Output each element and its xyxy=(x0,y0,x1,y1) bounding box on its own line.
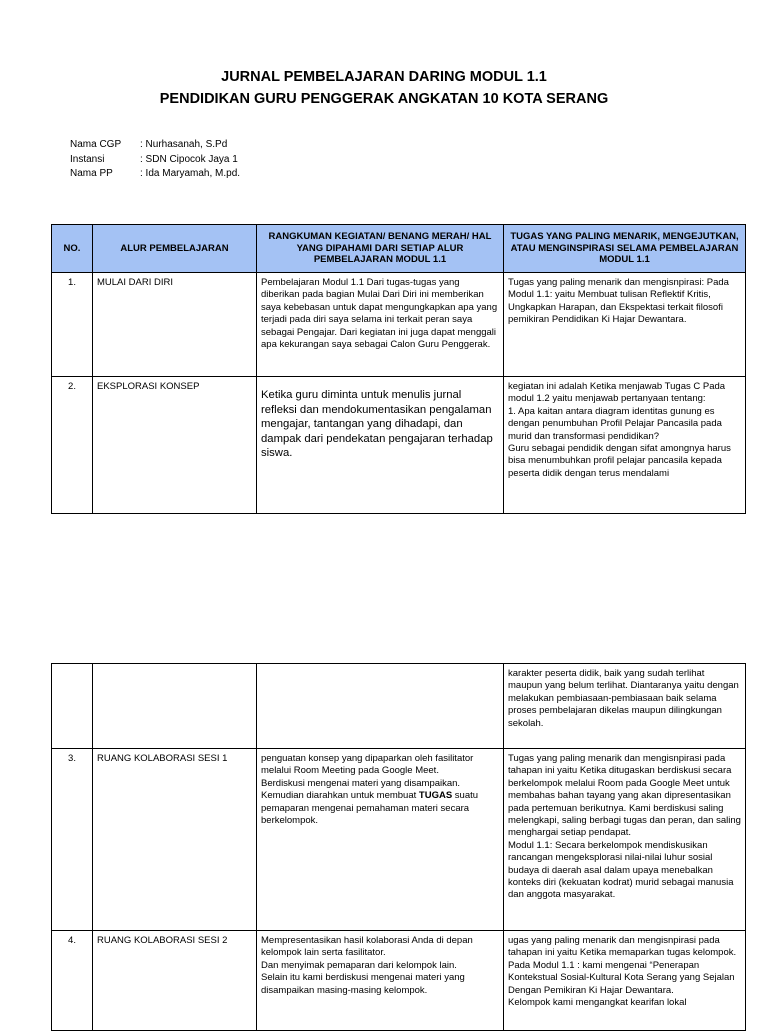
row-tugas: ugas yang paling menarik dan mengisnpirasi pada tahapan ini yaitu Ketika memaparkan tugas kelompok. Pada Modul 1.1 : kami mengenai “Penerapan Kontekstual Sosial-Kultural Kota Serang yang Sejalan Dengan Pemikiran Ki Hajar Dewantara. Kelompok kami mengangkat kearifan lokal xyxy=(504,931,746,1031)
journal-title: JURNAL PEMBELAJARAN DARING MODUL 1.1 xyxy=(221,69,547,85)
header-tugas: TUGAS YANG PALING MENARIK, MENGEJUTKAN, ATAU MENGINSPIRASI SELAMA PEMBELAJARAN MODUL 1.1 xyxy=(504,225,746,273)
row-number-empty xyxy=(52,664,93,749)
table-row xyxy=(52,273,746,377)
info-row-pp xyxy=(70,167,240,182)
row-rangkuman-text: Ketika guru diminta untuk menulis jurnal refleksi dan mendokumentasikan pengalaman mengajar, tantangan yang dihadapi, dan dampak dari pendekatan pengajaran terhadap siswa. xyxy=(261,389,493,459)
row-number: 3. xyxy=(52,749,93,931)
journal-subtitle: PENDIDIKAN GURU PENGGERAK ANGKATAN 10 KOTA SERANG xyxy=(159,91,609,107)
header-no: NO. xyxy=(52,225,93,273)
info-row-instansi xyxy=(70,153,240,168)
row-tugas: Tugas yang paling menarik dan mengisnpirasi: Pada Modul 1.1: yaitu Membuat tulisan Reflektif Kritis, Ungkapkan Harapan, dan Ekspektasi terkait filosofi pemikiran Pendidikan Ki Hajar Dewantara. xyxy=(504,273,746,377)
row-tugas: kegiatan ini adalah Ketika menjawab Tugas C Pada modul 1.2 yaitu menjawab pertanyaan tentang: 1. Apa kaitan antara diagram identitas gunung es dengan penumbuhan Profil Pelajar Pancasila pada murid dan transformasi pendidikan? Guru sebagai pendidik dengan sifat amongnya harus bisa menumbuhkan profil pelajar pancasila kepada peserta didik dengan terus mendalami xyxy=(504,377,746,514)
row-rangkuman: Pembelajaran Modul 1.1 Dari tugas-tugas yang diberikan pada bagian Mulai Dari Diri ini memberikan saya kebebasan untuk dapat mengungkapkan apa yang terjadi pada diri saya selama ini terkait peran saya sebagai Pengajar. Dari kegiatan ini juga dapat menggali apa kekurangan saya sebagai Calon Guru Penggerak. xyxy=(257,273,504,377)
info-value: : SDN Cipocok Jaya 1 xyxy=(140,153,238,165)
rangkuman-text: penguatan konsep yang dipaparkan oleh fasilitator melalui Room Meeting pada Google Meet. Berdiskusi mengenai materi yang disampaikan. Kemudian diarahkan untuk membuat xyxy=(261,753,474,802)
row-alur: EKSPLORASI KONSEP xyxy=(93,377,257,514)
row-rangkuman-empty xyxy=(257,664,504,749)
table-row xyxy=(52,749,746,931)
header-alur: ALUR PEMBELAJARAN xyxy=(93,225,257,273)
row-number: 1. xyxy=(52,273,93,377)
row-rangkuman: Mempresentasikan hasil kolaborasi Anda di depan kelompok lain serta fasilitator. Dan menyimak pemaparan dari kelompok lain. Selain itu kami berdiskusi mengenai materi yang disampaikan masing-masing kelompok. xyxy=(257,931,504,1031)
row-alur: RUANG KOLABORASI SESI 2 xyxy=(93,931,257,1031)
table-row xyxy=(52,931,746,1031)
info-row-cgp xyxy=(70,138,240,153)
row-number: 2. xyxy=(52,377,93,514)
participant-info xyxy=(70,138,240,182)
table-header-row xyxy=(52,225,746,273)
row-rangkuman xyxy=(257,377,504,514)
row-number: 4. xyxy=(52,931,93,1031)
row-tugas-continued: karakter peserta didik, baik yang sudah terlihat maupun yang belum terlihat. Diantaranya yaitu dengan melakukan pembiasaan-pembiasaan baik selama proses pembelajaran dikelas maupun dilingkungan sekolah. xyxy=(504,664,746,749)
journal-table-page2 xyxy=(51,663,746,1031)
table-row xyxy=(52,377,746,514)
row-alur-empty xyxy=(93,664,257,749)
info-value: : Ida Maryamah, M.pd. xyxy=(140,168,241,179)
row-tugas: Tugas yang paling menarik dan mengisnpirasi pada tahapan ini yaitu Ketika ditugaskan berdiskusi secara berkelompok melalui Room pada Google Meet untuk membahas bahan tayang yang akan dipresentasikan pada pertemuan berikutnya. Kami berdiskusi saling melengkapi, saling berbagi tugas dan peran, dan saling menghargai setiap pendapat. Modul 1.1: Secara berkelompok mendiskusikan rancangan mengeksplorasi nilai-nilai luhur sosial budaya di daerah asal dalam upaya menebalkan konteks diri (kekuatan kodrat) murid sebagai manusia dan anggota masyarakat. xyxy=(504,749,746,931)
info-label: Nama PP xyxy=(70,168,113,179)
rangkuman-bold-word: TUGAS xyxy=(418,790,453,802)
journal-table-page1 xyxy=(51,224,746,514)
header-rangkuman: RANGKUMAN KEGIATAN/ BENANG MERAH/ HAL YANG DIPAHAMI DARI SETIAP ALUR PEMBELAJARAN MODUL 1.1 xyxy=(257,225,504,273)
info-value: : Nurhasanah, S.Pd xyxy=(140,139,228,150)
info-label: Instansi xyxy=(70,153,105,165)
row-alur: MULAI DARI DIRI xyxy=(93,273,257,377)
info-label: Nama CGP xyxy=(70,139,122,150)
rangkuman-text: suatu pemaparan mengenai pemahaman materi secara berkelompok. xyxy=(261,790,479,827)
row-alur: RUANG KOLABORASI SESI 1 xyxy=(93,749,257,931)
table-row-continuation xyxy=(52,664,746,749)
row-rangkuman xyxy=(257,749,504,931)
